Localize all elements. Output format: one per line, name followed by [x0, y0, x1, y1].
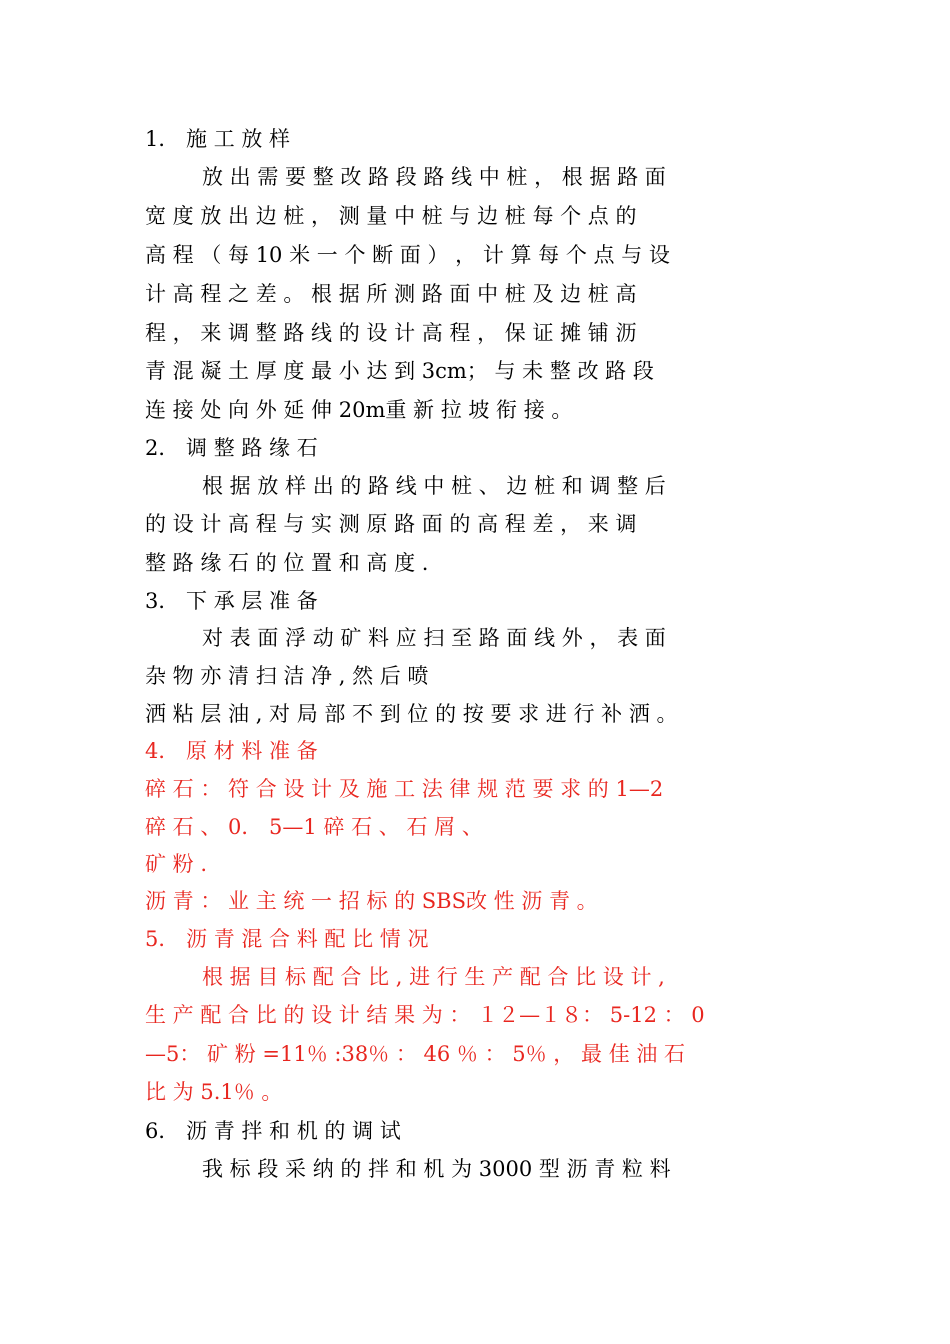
- section-2-paragraph-line: 的 设 计 高 程 与 实 测 原 路 面 的 高 程 差 ， 来 调: [145, 512, 637, 536]
- section-4-paragraph-line: 碎 石 、 0． 5—1 碎 石 、 石 屑 、: [145, 815, 483, 839]
- section-1-paragraph-line: 放 出 需 要 整 改 路 段 路 线 中 桩 ， 根 据 路 面: [202, 165, 666, 189]
- section-1-paragraph-line: 高 程 （ 每 10 米 一 个 断 面 ） ， 计 算 每 个 点 与 设: [145, 243, 670, 267]
- section-5-paragraph-line: 比 为 5.1％ 。: [145, 1080, 283, 1104]
- section-4-paragraph-line: 矿 粉 .: [145, 852, 208, 876]
- section-5-paragraph-line: 生 产 配 合 比 的 设 计 结 果 为 ： １２—１８： 5-12 ： 0: [145, 1003, 705, 1027]
- section-5-heading: 5． 沥 青 混 合 料 配 比 情 况: [145, 927, 429, 951]
- section-1-paragraph-line: 宽 度 放 出 边 桩 ， 测 量 中 桩 与 边 桩 每 个 点 的: [145, 204, 637, 228]
- section-1-paragraph-line: 连 接 处 向 外 延 伸 20m重 新 拉 坡 衔 接 。: [145, 398, 573, 422]
- section-4-heading: 4． 原 材 料 准 备: [145, 739, 318, 763]
- section-3-paragraph-line: 杂 物 亦 清 扫 洁 净 , 然 后 喷: [145, 664, 429, 688]
- section-6-paragraph-line: 我 标 段 采 纳 的 拌 和 机 为 3000 型 沥 青 粒 料: [202, 1157, 671, 1181]
- section-2-heading: 2． 调 整 路 缘 石: [145, 436, 318, 460]
- section-1-paragraph-line: 青 混 凝 土 厚 度 最 小 达 到 3cm； 与 未 整 改 路 段: [145, 359, 654, 383]
- section-3-paragraph-line: 对 表 面 浮 动 矿 料 应 扫 至 路 面 线 外 ， 表 面: [202, 626, 666, 650]
- section-2-paragraph-line: 整 路 缘 石 的 位 置 和 高 度 .: [145, 551, 429, 575]
- section-5-paragraph-line: —5： 矿 粉 =11％ :38％ ： 46 ％ ： 5％ ， 最 佳 油 石: [145, 1042, 686, 1066]
- section-3-heading: 3． 下 承 层 准 备: [145, 589, 318, 613]
- section-4-paragraph-line: 碎 石 ： 符 合 设 计 及 施 工 法 律 规 范 要 求 的 1—2: [145, 777, 664, 801]
- section-4-paragraph-line: 沥 青 ： 业 主 统 一 招 标 的 SBS改 性 沥 青 。: [145, 889, 598, 913]
- section-3-paragraph-line: 洒 粘 层 油 , 对 局 部 不 到 位 的 按 要 求 进 行 补 洒 。: [145, 702, 678, 726]
- section-1-paragraph-line: 程 ， 来 调 整 路 线 的 设 计 高 程 ， 保 证 摊 铺 沥: [145, 321, 637, 345]
- section-1-paragraph-line: 计 高 程 之 差 。 根 据 所 测 路 面 中 桩 及 边 桩 高: [145, 282, 637, 306]
- section-2-paragraph-line: 根 据 放 样 出 的 路 线 中 桩 、 边 桩 和 调 整 后: [202, 474, 666, 498]
- section-6-heading: 6． 沥 青 拌 和 机 的 调 试: [145, 1119, 401, 1143]
- section-5-paragraph-line: 根 据 目 标 配 合 比 , 进 行 生 产 配 合 比 设 计 ,: [202, 965, 665, 989]
- section-1-heading: 1． 施 工 放 样: [145, 127, 291, 151]
